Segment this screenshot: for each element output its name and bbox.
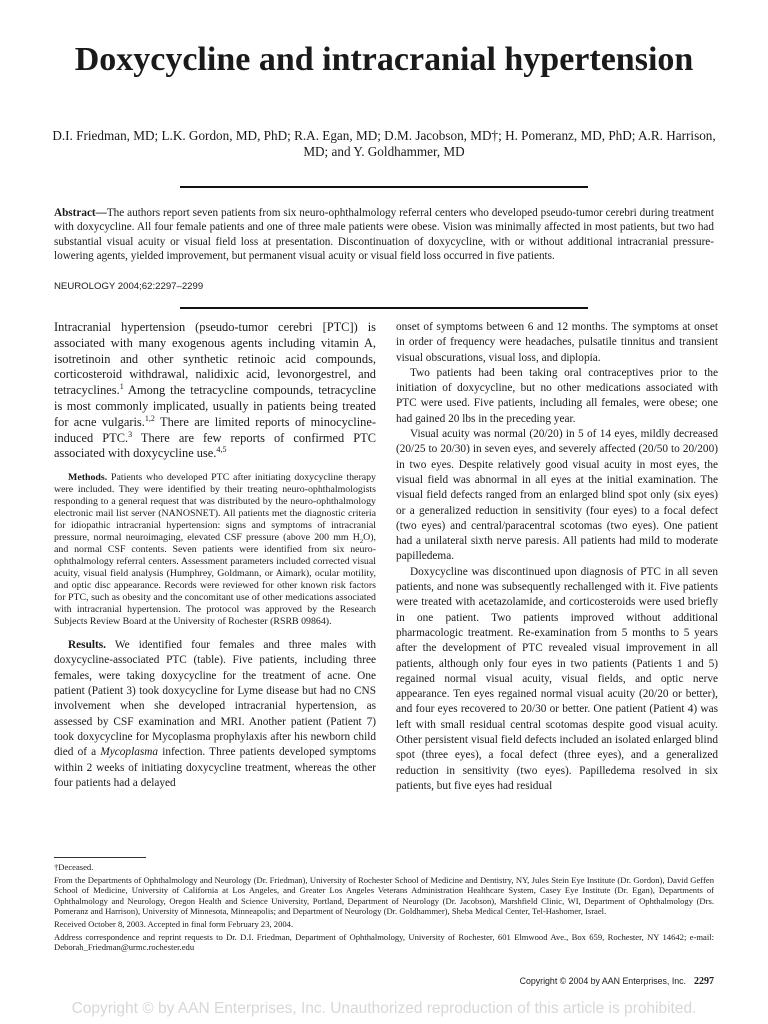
results-italic: Mycoplasma (100, 746, 159, 759)
body-paragraph: Visual acuity was normal (20/20) in 5 of 14 eyes, mildly decreased (20/25 to 20/30) in seven eyes, and severely affected (20/50 to 20/200) in two eyes. Despite relatively good visual acuity in most eyes, the visual field was abnormal in all eyes at the initial examination. The visual field defects ranged from an enlarged blind spot only (six eyes) or a generalized reduction in sensitivity (four eyes) to a focal defect (two eyes) and central/paracentral scotomas (two eyes). One patient had a unilateral sixth nerve paresis. All patients had mild to moderate papilledema. (396, 428, 718, 563)
intro-text-1: Intracranial hypertension (pseudo-tumor cerebri [PTC]) is associated with many exogenous agents including vitamin A, isotretinoin and other synthetic retinoic acid compounds, corticosteroid withdrawal, nalidixic acid, levonorgestrel, and tetracyclines. (54, 320, 376, 398)
abstract (54, 206, 714, 264)
page-number: 2297 (694, 976, 714, 987)
author-list: D.I. Friedman, MD; L.K. Gordon, MD, PhD; R.A. Egan, MD; D.M. Jacobson, MD†; H. Pomeranz, MD, PhD; A.R. Harrison, MD; and Y. Goldhammer, MD (52, 128, 716, 159)
article-title: Doxycycline and intracranial hypertension (74, 41, 694, 78)
methods-heading: Methods. (68, 472, 108, 484)
header-rule (180, 186, 588, 188)
results-text-1: We identified four females and three males with doxycycline-associated PTC (table). Five patients, including three females, were taking doxycycline for the treatment of acne. One patient (Patient 3) took doxycycline for Lyme disease but had no CNS involvement when she developed intracranial hypertension, as assessed by CSF examination and MRI. Another patient (Patient 7) took doxycycline for Mycoplasma prophylaxis after his newborn child died of a (54, 639, 376, 759)
methods-paragraph (54, 472, 376, 628)
left-column (54, 320, 376, 791)
body-paragraph: onset of symptoms between 6 and 12 months. The symptoms at onset in order of frequency were headaches, pulsatile tinnitus and transient visual obscurations, visual loss, and diplopia. (396, 321, 718, 364)
right-column (396, 320, 718, 794)
body-paragraph: Doxycycline was discontinued upon diagnosis of PTC in all seven patients, and none was subsequently rechallenged with it. Five patients were treated with acetazolamide, and corticosteroids were used briefly in one patient. Two patients improved without additional pharmacologic treatment. Re-examination from 5 months to 5 years after the development of PTC revealed visual improvement in all patients, although only four eyes in two patients (Patients 1 and 5) regained normal visual acuity, visual fields, and optic nerve appearance. Ten eyes regained normal visual acuity (20/20 or better), and four eyes recovered to 20/30 or better. One patient (Patient 4) was left with small residual central scotomas despite good visual acuity. Other persistent visual field defects included an isolated enlarged blind spot (three eyes), a focal defect (three eyes), and a generalized reduction in sensitivity (two eyes). Papilledema resolved in six patients, but five eyes had residual (396, 565, 718, 792)
footnote-rule (54, 857, 146, 858)
abstract-text: The authors report seven patients from six neuro-ophthalmology referral centers who developed pseudo-tumor cerebri during treatment with doxycycline. All four female patients and one of three male patients were obese. Vision was minimally affected in most patients, but two had substantial visual acuity or visual field loss at presentation. Discontinuation of doxycycline, with or without additional intracranial pressure-lowering agents, yielded improvement, but permanent visual acuity or visual field loss occurred in five patients. (54, 207, 714, 263)
body-paragraph: Two patients had been taking oral contraceptives prior to the initiation of doxycycline, but no other medications associated with PTC were used. Five patients, including all females, were obese; one had gained 20 lbs in the preceding year. (396, 366, 718, 425)
footnote-deceased: †Deceased. (54, 862, 94, 872)
footnote-affiliations: From the Departments of Ophthalmology and Neurology (Dr. Friedman), University of Rochester School of Medicine and Dentistry, NY, Jules Stein Eye Institute (Dr. Gordon), David Geffen School of Medicine, University of California at Los Angeles, and Greater Los Angeles Veterans Administration Healthcare System, Casey Eye Institute (Dr. Egan), Departments of Ophthalmology and Neurology, Oregon Health and Science University, Portland, Department of Neurology (Dr. Jacobson), Marshfield Clinic, WI, Department of Ophthalmology (Drs. Pomeranz and Harrison), University of Minnesota, Minneapolis; and Department of Neurology (Dr. Goldhammer), Sheba Medical Center, Tel-Hashomer, Israel. (54, 874, 714, 917)
intro-text-3: There are limited reports of minocycline-induced PTC. (54, 414, 376, 445)
results-text-2: infection. Three patients developed symptoms within 2 weeks of initiating doxycycline treatment, whereas the other four patients had a delayed (54, 746, 376, 789)
reference-marker: 4,5 (216, 445, 227, 455)
abstract-label: Abstract— (54, 207, 107, 219)
methods-text-1: Patients who developed PTC after initiating doxycycline therapy were included. They were identified by their treating neuro-ophthalmologists responding to a general request that was distributed by the neuro-ophthalmology electronic mail list server (NANOSNET). All patients met the diagnostic criteria for idiopathic intracranial hypertension: signs and symptoms of intracranial pressure, normal neuroimaging, elevated CSF pressure (above 200 mm H (54, 472, 376, 544)
copyright-text: Copyright © 2004 by AAN Enterprises, Inc. (519, 976, 686, 986)
footnotes (54, 862, 714, 955)
copyright-line (520, 976, 714, 987)
intro-text-4: There are few reports of confirmed PTC associated with doxycycline use. (54, 430, 376, 461)
reference-marker: 3 (128, 429, 133, 439)
footnote-address: Address correspondence and reprint requests to Dr. D.I. Friedman, Department of Ophthalmology, University of Rochester, 601 Elmwood Ave., Box 659, Rochester, NY 14642; e-mail: Deborah_Friedman@urmc.rochester.edu (54, 931, 714, 953)
journal-citation: NEUROLOGY 2004;62:2297–2299 (54, 281, 204, 292)
abstract-rule (180, 307, 588, 309)
intro-text-2: Among the tetracycline compounds, tetracycline is most commonly implicated, usually in patients being treated for acne vulgaris. (54, 383, 376, 429)
results-heading: Results. (68, 639, 106, 652)
subscript: 2 (359, 538, 364, 546)
reference-marker: 1 (119, 382, 124, 392)
copyright-watermark: Copyright © by AAN Enterprises, Inc. Unauthorized reproduction of this article is prohibited. (71, 1000, 697, 1017)
results-paragraph (54, 638, 376, 791)
methods-text-2: O), and normal CSF contents. Seven patients were identified from six neuro-ophthalmology referral centers. Assessment parameters included corrected visual acuity, visual field analysis (Humphrey, Goldmann, or Aimark), ocular motility, and optic disc appearance. Records were reviewed for other known risk factors for PTC, such as obesity and the concomitant use of other medications associated with intracranial hypertension. The protocol was approved by the Research Subjects Review Board at the University of Rochester (RSRB 09864). (54, 532, 376, 628)
intro-paragraph (54, 320, 376, 462)
reference-marker: 1,2 (144, 413, 155, 423)
footnote-received: Received October 8, 2003. Accepted in final form February 23, 2004. (54, 918, 294, 929)
